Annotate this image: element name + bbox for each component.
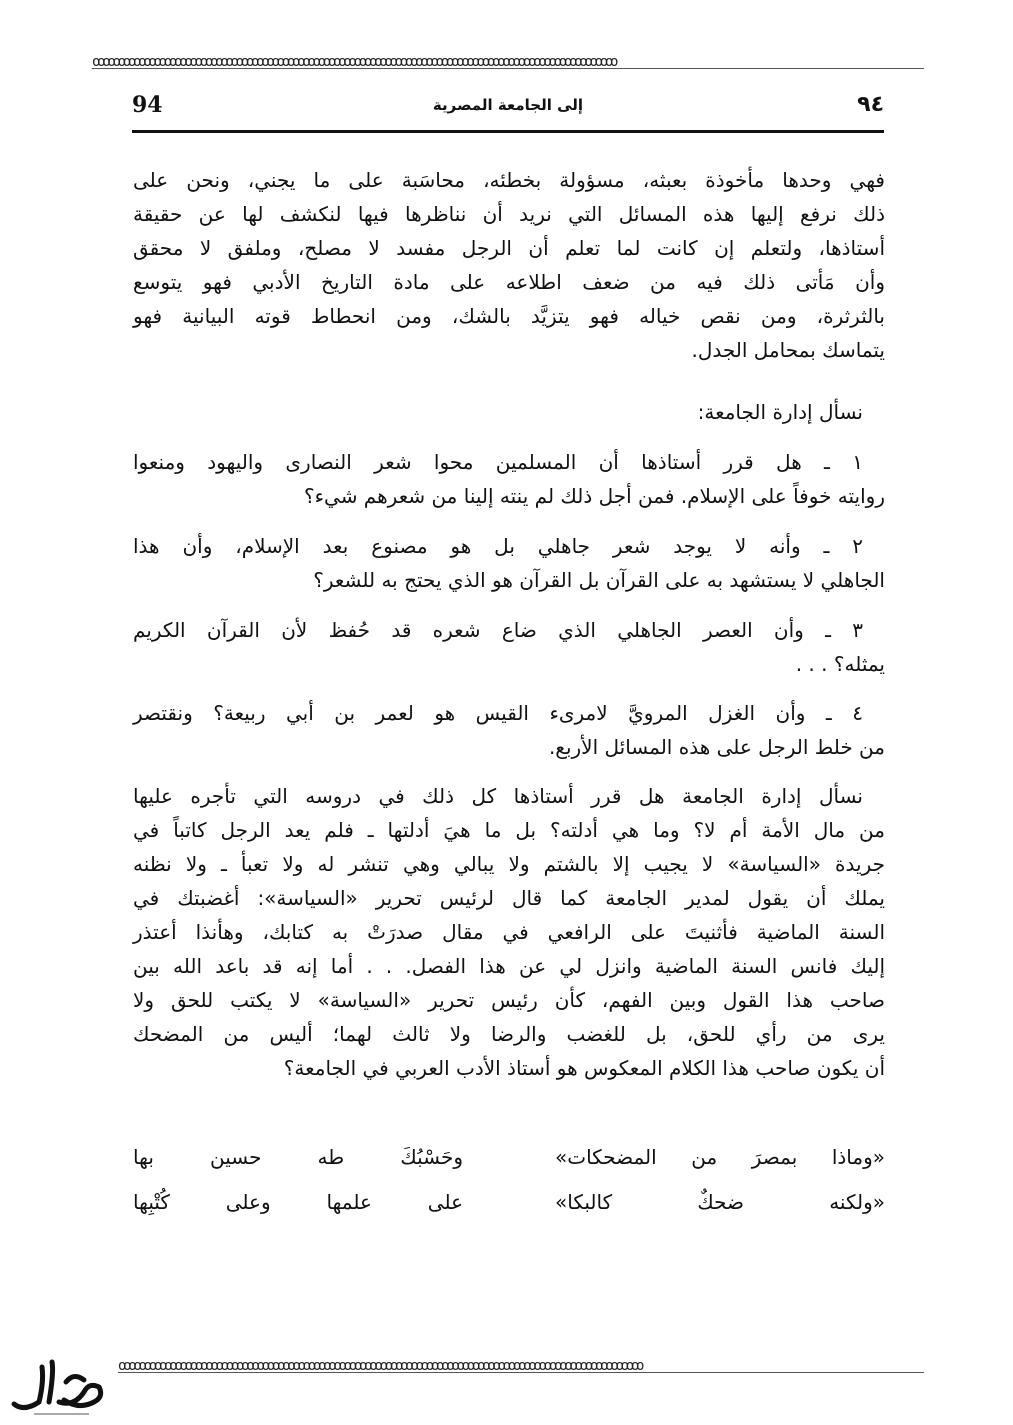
- text-line: يتماسك بمحامل الجدل.: [691, 338, 885, 362]
- text-line: جريدة «السياسة» لا يجيب إلا بالشتم ولا يبالي وهي تنشر له ولا تعبأ ـ ولا نظنه: [133, 852, 885, 876]
- text-line: يملك أن يقول لمدير الجامعة كما قال لرئيس تحرير «السياسة»: أغضبتك في: [133, 886, 885, 910]
- header-rule: [132, 130, 884, 133]
- text-line: ذلك نرفع إليها هذه المسائل التي نريد أن نناظرها فيها لنكشف لها عن حقيقة: [133, 202, 885, 226]
- text-line: من خلط الرجل على هذه المسائل الأربع.: [548, 735, 885, 759]
- text-line: صاحب هذا القول وبين الفهم، كأن رئيس تحرير «السياسة» لا يكتب للحق ولا: [133, 988, 885, 1012]
- text-line: يرى من رأي للحق، بل للغضب والرضا ولا ثالث لهما؛ أليس من المضحك: [133, 1022, 885, 1046]
- text-line: إليك فانس السنة الماضية وانزل لي عن هذا الفصل. . . أما إنه قد باعد الله بين: [133, 954, 885, 978]
- text-line: يمثله؟ . . .: [795, 652, 885, 676]
- text-line: ٣ ـ وأن العصر الجاهلي الذي ضاع شعره قد حُفظ لأن القرآن الكريم: [133, 618, 863, 642]
- bottom-ornament-border: oooooooooooooooooooooooooooooooooooooooooooooooooooooooooooooooooooooooooooooooooooooooooooooooooooooo: [118, 1360, 924, 1373]
- text-line: أن يكون صاحب هذا الكلام المعكوس هو أستاذ الأدب العربي في الجامعة؟: [283, 1056, 885, 1080]
- text-line: وأن مَأتى ذلك فيه من ضعف اطلاعه على مادة التاريخ الأدبي فهو يتوسع: [133, 270, 885, 294]
- hemistich-second: وحَسْبُكَ طه حسين بها: [133, 1145, 463, 1169]
- hemistich-first: «ولكنه ضحكٌ كالبكا»: [555, 1190, 885, 1214]
- text-line: بالثرثرة، ومن نقص خياله فهو يتزيَّد بالشك، ومن انحطاط قوته البيانية فهو: [133, 304, 885, 328]
- running-title: إلى الجامعة المصرية: [432, 96, 584, 114]
- text-line: روايته خوفاً على الإسلام. فمن أجل ذلك لم ينته إلينا من شعرهم شيء؟: [304, 484, 885, 508]
- hemistich-first: «وماذا بمصرَ من المضحكات»: [555, 1145, 885, 1169]
- top-ornament-border: oooooooooooooooooooooooooooooooooooooooooooooooooooooooooooooooooooooooooooooooooooooooooooooooooooooo: [92, 56, 924, 69]
- page-number-latin: 94: [132, 92, 163, 118]
- poem-verse: [133, 1145, 885, 1179]
- poem-verse: [133, 1190, 885, 1224]
- hemistich-second: على علمها وعلى كُتْبِها: [133, 1190, 463, 1214]
- text-line: ١ ـ هل قرر أستاذها أن المسلمين محوا شعر النصارى واليهود ومنعوا: [133, 450, 863, 474]
- text-line: من مال الأمة أم لا؟ وما هي أدلته؟ بل ما هيَ أدلتها ـ فلم يعد الرجل كاتباً في: [133, 818, 885, 842]
- text-line: نسأل إدارة الجامعة هل قرر أستاذها كل ذلك في دروسه التي تأجره عليها: [133, 784, 863, 808]
- text-line: فهي وحدها مأخوذة بعبثه، مسؤولة بخطئه، محاسَبة على ما يجني، ونحن على: [133, 168, 885, 192]
- page-number-arabic: ٩٤: [857, 92, 884, 117]
- watermark-logo: [4, 1352, 114, 1422]
- text-line: أستاذها، ولتعلم إن كانت لما تعلم أن الرجل مفسد لا مصلح، وملفق لا محقق: [133, 236, 885, 260]
- text-line: الجاهلي لا يستشهد به على القرآن بل القرآن هو الذي يحتج به للشعر؟: [313, 568, 885, 592]
- page-header: [132, 92, 884, 124]
- text-line: ٢ ـ وأنه لا يوجد شعر جاهلي بل هو مصنوع بعد الإسلام، وأن هذا: [133, 534, 863, 558]
- text-line: السنة الماضية فأثنيتَ على الرافعي في مقال صدرَتْ به كتابك، وهأنذا أعتذر: [133, 920, 885, 944]
- text-line: نسأل إدارة الجامعة:: [697, 400, 863, 424]
- text-line: ٤ ـ وأن الغزل المرويَّ لامرىء القيس هو لعمر بن أبي ربيعة؟ ونقتصر: [133, 701, 863, 725]
